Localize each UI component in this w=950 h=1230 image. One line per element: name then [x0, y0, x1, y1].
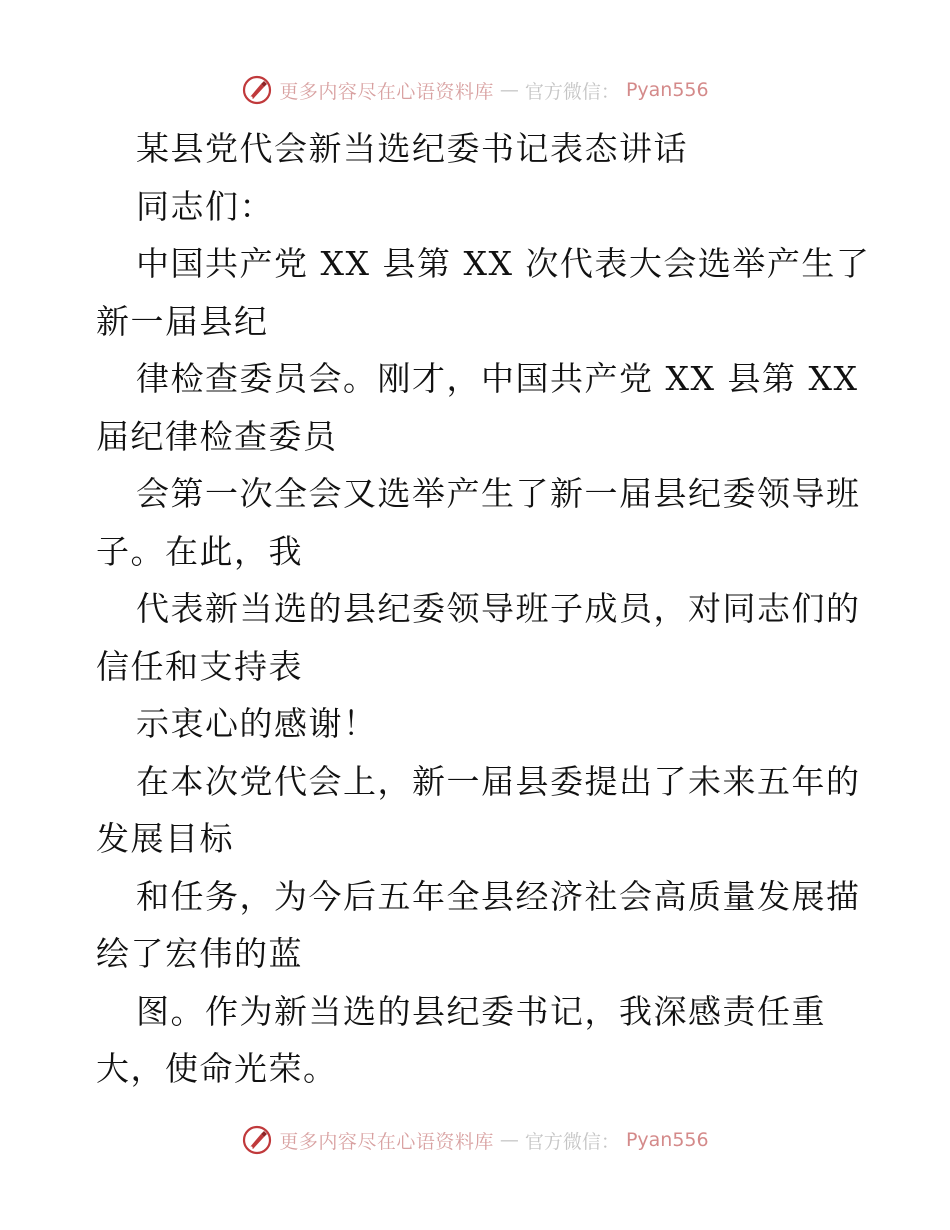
document-line: 子。在此，我	[96, 531, 303, 571]
watermark-wechat-id: Pyan556	[625, 1129, 709, 1151]
document-line: 图。作为新当选的县纪委书记，我深感责任重	[136, 991, 826, 1031]
document-line: 某县党代会新当选纪委书记表态讲话	[136, 129, 688, 168]
header-watermark	[0, 70, 950, 110]
document-line: 在本次党代会上，新一届县委提出了未来五年的	[136, 761, 861, 801]
watermark-wechat-id: Pyan556	[625, 79, 709, 101]
watermark-text: 更多内容尽在心语资料库	[279, 80, 494, 103]
watermark-text: 更多内容尽在心语资料库	[279, 1130, 494, 1153]
document-line: 大，使命光荣。	[96, 1049, 338, 1088]
document-line: 发展目标	[96, 819, 234, 858]
document-line: 会第一次全会又选举产生了新一届县纪委领导班	[136, 474, 861, 513]
document-line: 律检查委员会。刚才，中国共产党 XX 县第 XX	[136, 359, 859, 398]
pen-logo-icon	[241, 74, 273, 106]
watermark-wechat-label: 官方微信：	[524, 80, 620, 103]
document-line: 和任务，为今后五年全县经济社会高质量发展描	[136, 876, 861, 916]
footer-watermark	[0, 1120, 950, 1160]
watermark-separator: —	[499, 79, 519, 101]
document-line: 示衷心的感谢！	[136, 704, 378, 743]
watermark-wechat-label: 官方微信：	[524, 1130, 620, 1153]
document-line: 届纪律检查委员	[96, 416, 338, 456]
document-line: 同志们：	[136, 186, 274, 226]
document-line: 信任和支持表	[96, 646, 303, 686]
document-line: 中国共产党 XX 县第 XX 次代表大会选举产生了	[136, 244, 871, 283]
document-body	[96, 120, 871, 1098]
document-line: 代表新当选的县纪委领导班子成员，对同志们的	[136, 589, 861, 628]
watermark-separator: —	[499, 1129, 519, 1151]
pen-logo-icon	[241, 1124, 273, 1156]
document-line: 新一届县纪	[96, 301, 269, 341]
document-line: 绘了宏伟的蓝	[96, 934, 303, 973]
